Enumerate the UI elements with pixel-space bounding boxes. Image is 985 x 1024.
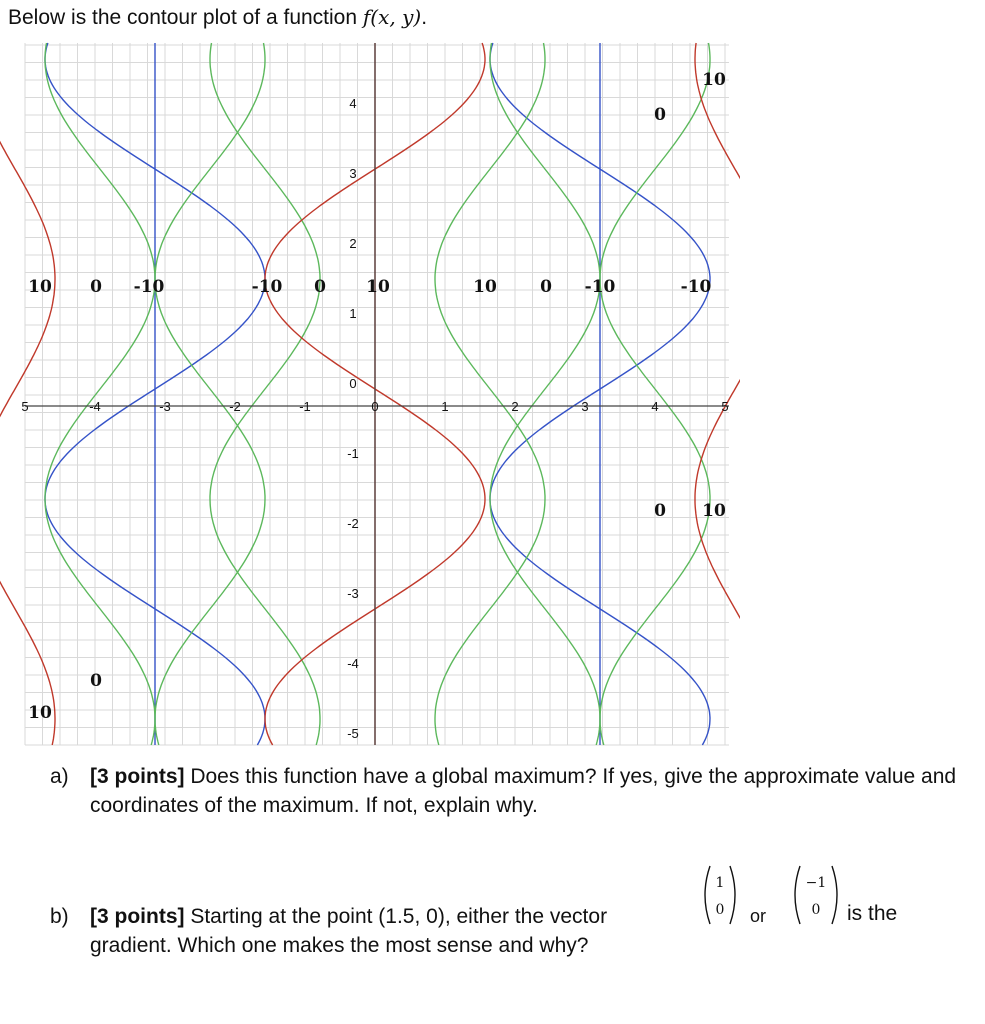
contour-level-label: 0	[654, 105, 666, 125]
contour-level-label: 10	[28, 703, 52, 723]
question-b-text-2: gradient. Which one makes the most sense and why?	[90, 934, 589, 957]
contour-level-label: -10	[133, 277, 165, 297]
vector-one	[698, 862, 742, 928]
plot-grid	[25, 43, 729, 745]
contour-level-label: 10	[366, 277, 390, 297]
contour-level-label: 0	[540, 277, 552, 297]
contour-level-label: -10	[680, 277, 712, 297]
contour-level-label: 0	[314, 277, 326, 297]
contour-level-label: -10	[251, 277, 283, 297]
y-tick-label: 2	[349, 236, 357, 251]
contour-level-label: 0	[654, 501, 666, 521]
intro-period: .	[421, 6, 428, 29]
question-b-label: b)	[50, 905, 69, 928]
contour-level-label: 10	[702, 501, 726, 521]
question-b-body	[90, 902, 607, 960]
contour-level-label: 10	[702, 70, 726, 90]
vector-two-bottom: 0	[811, 902, 821, 918]
is-the-text: is the	[847, 902, 898, 925]
question-a-body	[90, 762, 970, 820]
vector-two	[788, 862, 844, 928]
y-tick-label: 3	[349, 166, 357, 181]
y-tick-label: -5	[347, 726, 359, 741]
vector-two-top: −1	[805, 875, 827, 891]
x-tick-label: 5	[21, 399, 29, 414]
x-tick-label: -1	[299, 399, 311, 414]
y-tick-label: -2	[347, 516, 359, 531]
x-tick-label: 2	[511, 399, 519, 414]
contour-level-label: 0	[90, 277, 102, 297]
question-a-text: Does this function have a global maximum? If yes, give the approximate value and coordinates of the maximum. If not, explain why.	[90, 765, 957, 817]
question-b-points: [3 points]	[90, 905, 185, 928]
vector-one-top: 1	[715, 875, 725, 891]
function-symbol: f(x, y)	[362, 5, 422, 29]
x-tick-label: 1	[441, 399, 449, 414]
contour-level-label: 10	[473, 277, 497, 297]
y-tick-label: 4	[349, 96, 357, 111]
x-tick-label: 5	[721, 399, 729, 414]
x-tick-label: -2	[229, 399, 241, 414]
contour-level-label: 10	[28, 277, 52, 297]
x-tick-label: 4	[651, 399, 659, 414]
x-tick-label: -3	[159, 399, 171, 414]
question-a-points: [3 points]	[90, 765, 185, 788]
or-word: or	[750, 906, 767, 926]
question-b-text-1: Starting at the point (1.5, 0), either the vector	[184, 905, 608, 928]
y-tick-label: -4	[347, 656, 359, 671]
vector-one-bottom: 0	[715, 902, 725, 918]
contour-level-label: -10	[584, 277, 616, 297]
y-tick-label: -3	[347, 586, 359, 601]
contour-level-label: 0	[90, 671, 102, 691]
x-tick-label: 0	[371, 399, 379, 414]
contour-plot	[0, 38, 740, 750]
y-tick-label: 1	[349, 306, 357, 321]
x-tick-label: 3	[581, 399, 589, 414]
y-tick-label: 0	[349, 376, 357, 391]
question-a-label: a)	[50, 765, 69, 788]
y-tick-label: -1	[347, 446, 359, 461]
intro-sentence	[8, 2, 427, 33]
intro-text: Below is the contour plot of a function	[8, 6, 363, 29]
x-tick-label: -4	[89, 399, 101, 414]
